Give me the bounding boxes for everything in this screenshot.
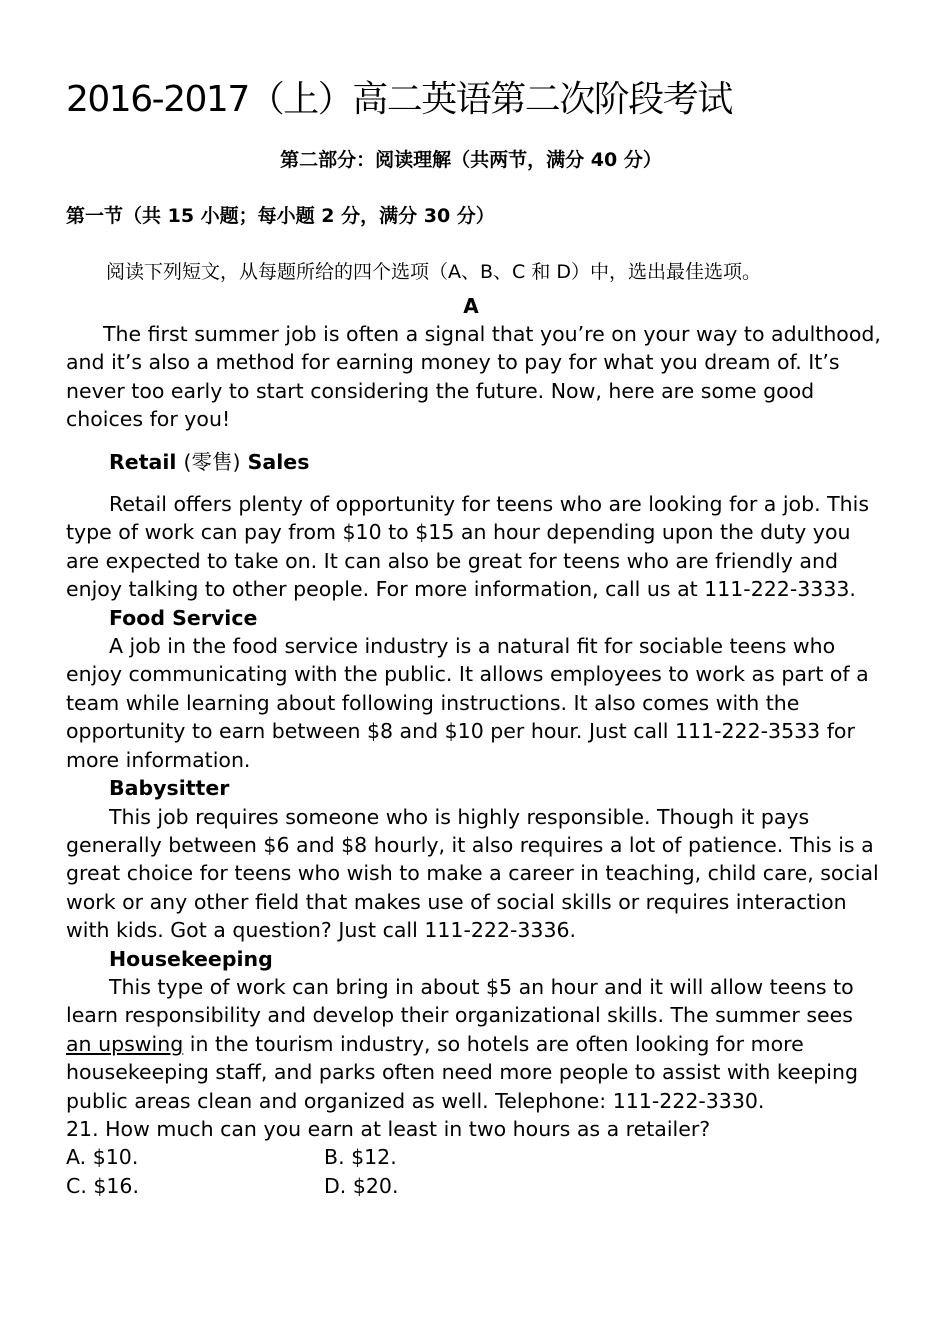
section-title: 第一节（共 15 小题；每小题 2 分，满分 30 分） bbox=[66, 205, 495, 227]
babysitter-heading: Babysitter bbox=[109, 776, 230, 801]
passage-intro: The first summer job is often a signal that you’re on your way to adulthood, and it’s also a method for earning money to pay for what you dream of. It’s never too early to start considering the future. Now, here are some good choices for you! bbox=[66, 322, 881, 432]
underlined-phrase: an upswing bbox=[66, 1031, 184, 1056]
food-service-heading: Food Service bbox=[109, 605, 258, 630]
food-service-text: A job in the food service industry is a natural fit for sociable teens who enjoy communicating with the public. It allows employees to work as part of a team while learning about following instructions. It also comes with the opportunity to earn between $8 and $10 per hour. Just call 111-222-3533 for more information. bbox=[66, 634, 869, 772]
option-a: A. $10. bbox=[66, 1145, 139, 1170]
option-d: D. $20. bbox=[324, 1173, 399, 1198]
option-b: B. $12. bbox=[324, 1145, 397, 1170]
part-title: 第二部分：阅读理解（共两节，满分 40 分） bbox=[280, 149, 662, 171]
passage-letter: A bbox=[463, 294, 479, 318]
retail-heading-sales: Sales bbox=[247, 449, 310, 474]
housekeeping-text-before: This type of work can bring in about $5 an hour and it will allow teens to learn responsibility and develop their organizational skills. The summer sees bbox=[66, 974, 854, 1028]
question-21-stem: 21. How much can you earn at least in two hours as a retailer? bbox=[66, 1116, 711, 1141]
retail-heading-cn: (零售) bbox=[183, 449, 241, 474]
housekeeping-heading: Housekeeping bbox=[109, 946, 273, 971]
instruction-text: 阅读下列短文，从每题所给的四个选项（A、B、C 和 D）中，选出最佳选项。 bbox=[106, 261, 762, 283]
exam-title: 2016-2017（上）高二英语第二次阶段考试 bbox=[66, 79, 732, 120]
retail-heading bbox=[66, 448, 884, 476]
question-21-options-row-2 bbox=[66, 1172, 884, 1200]
housekeeping-text bbox=[66, 973, 884, 1115]
retail-text: Retail offers plenty of opportunity for teens who are looking for a job. This type of work can pay from $10 to $15 an hour depending upon the duty you are expected to take on. It can also be great for teens who are friendly and enjoy talking to other people. For more information, call us at 111-222-3333. bbox=[66, 492, 870, 602]
retail-heading-word: Retail bbox=[109, 449, 177, 474]
question-21-options-row-1 bbox=[66, 1143, 884, 1171]
option-c: C. $16. bbox=[66, 1173, 139, 1198]
exam-page bbox=[66, 70, 884, 1200]
housekeeping-text-after: in the tourism industry, so hotels are often looking for more housekeeping staff, and parks often need more people to assist with keeping public areas clean and organized as well. Telephone: 111-222-3330. bbox=[66, 1031, 858, 1113]
babysitter-text: This job requires someone who is highly responsible. Though it pays generally between $6 and $8 hourly, it also requires a lot of patience. This is a great choice for teens who wish to make a career in teaching, child care, social work or any other field that makes use of social skills or requires interaction with kids. Got a question? Just call 111-222-3336. bbox=[66, 804, 879, 943]
